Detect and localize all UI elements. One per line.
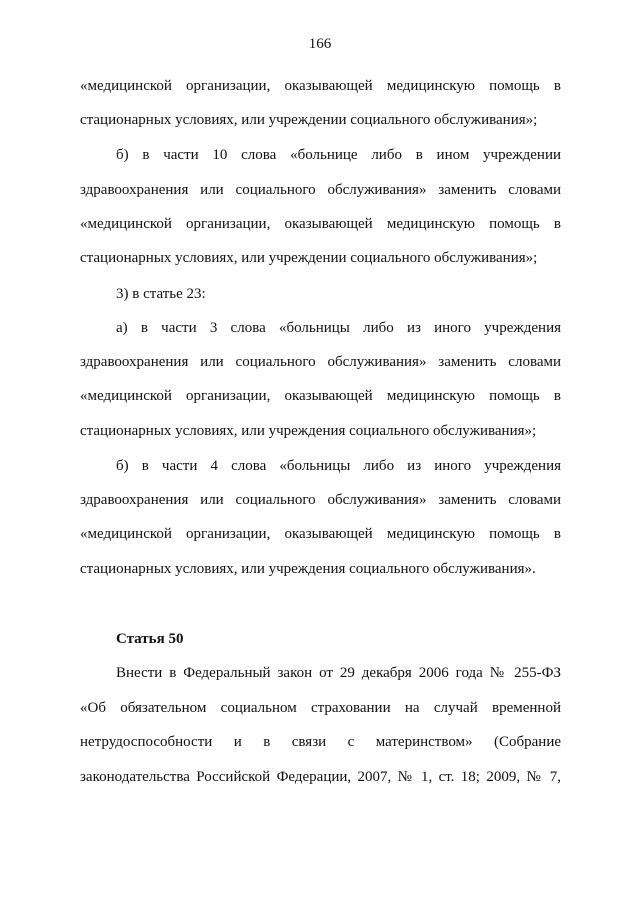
text-line: стационарных условиях, или учреждения социального обслуживания»; [80, 423, 537, 439]
text-line: «Об обязательном социальном страховании на случай временной [80, 700, 561, 716]
text-line: законодательства Российской Федерации, 2007, № 1, ст. 18; 2009, № 7, [80, 769, 561, 785]
text-line: здравоохранения или социального обслуживания» заменить словами [80, 492, 561, 508]
page-number: 166 [308, 36, 332, 52]
text-line: здравоохранения или социального обслуживания» заменить словами [80, 354, 561, 370]
text-line: стационарных условиях, или учреждения социального обслуживания». [80, 561, 536, 577]
text-line: «медицинской организации, оказывающей медицинскую помощь в [80, 388, 561, 404]
text-line: Внести в Федеральный закон от 29 декабря 2006 года № 255-ФЗ [116, 665, 561, 681]
text-line: здравоохранения или социального обслуживания» заменить словами [80, 182, 561, 198]
text-line: б) в части 10 слова «больнице либо в ином учреждении [116, 147, 561, 163]
text-line: б) в части 4 слова «больницы либо из иного учреждения [116, 458, 561, 474]
text-line: «медицинской организации, оказывающей медицинскую помощь в [80, 216, 561, 232]
text-line: а) в части 3 слова «больницы либо из иного учреждения [116, 320, 561, 336]
text-line: «медицинской организации, оказывающей медицинскую помощь в [80, 526, 561, 542]
text-line: 3) в статье 23: [116, 286, 206, 302]
text-line: нетрудоспособности и в связи с материнством» (Собрание [80, 734, 561, 750]
text-line: стационарных условиях, или учреждении социального обслуживания»; [80, 250, 538, 266]
article-heading: Статья 50 [116, 631, 184, 647]
text-line: стационарных условиях, или учреждении социального обслуживания»; [80, 112, 538, 128]
text-line: «медицинской организации, оказывающей медицинскую помощь в [80, 78, 561, 94]
